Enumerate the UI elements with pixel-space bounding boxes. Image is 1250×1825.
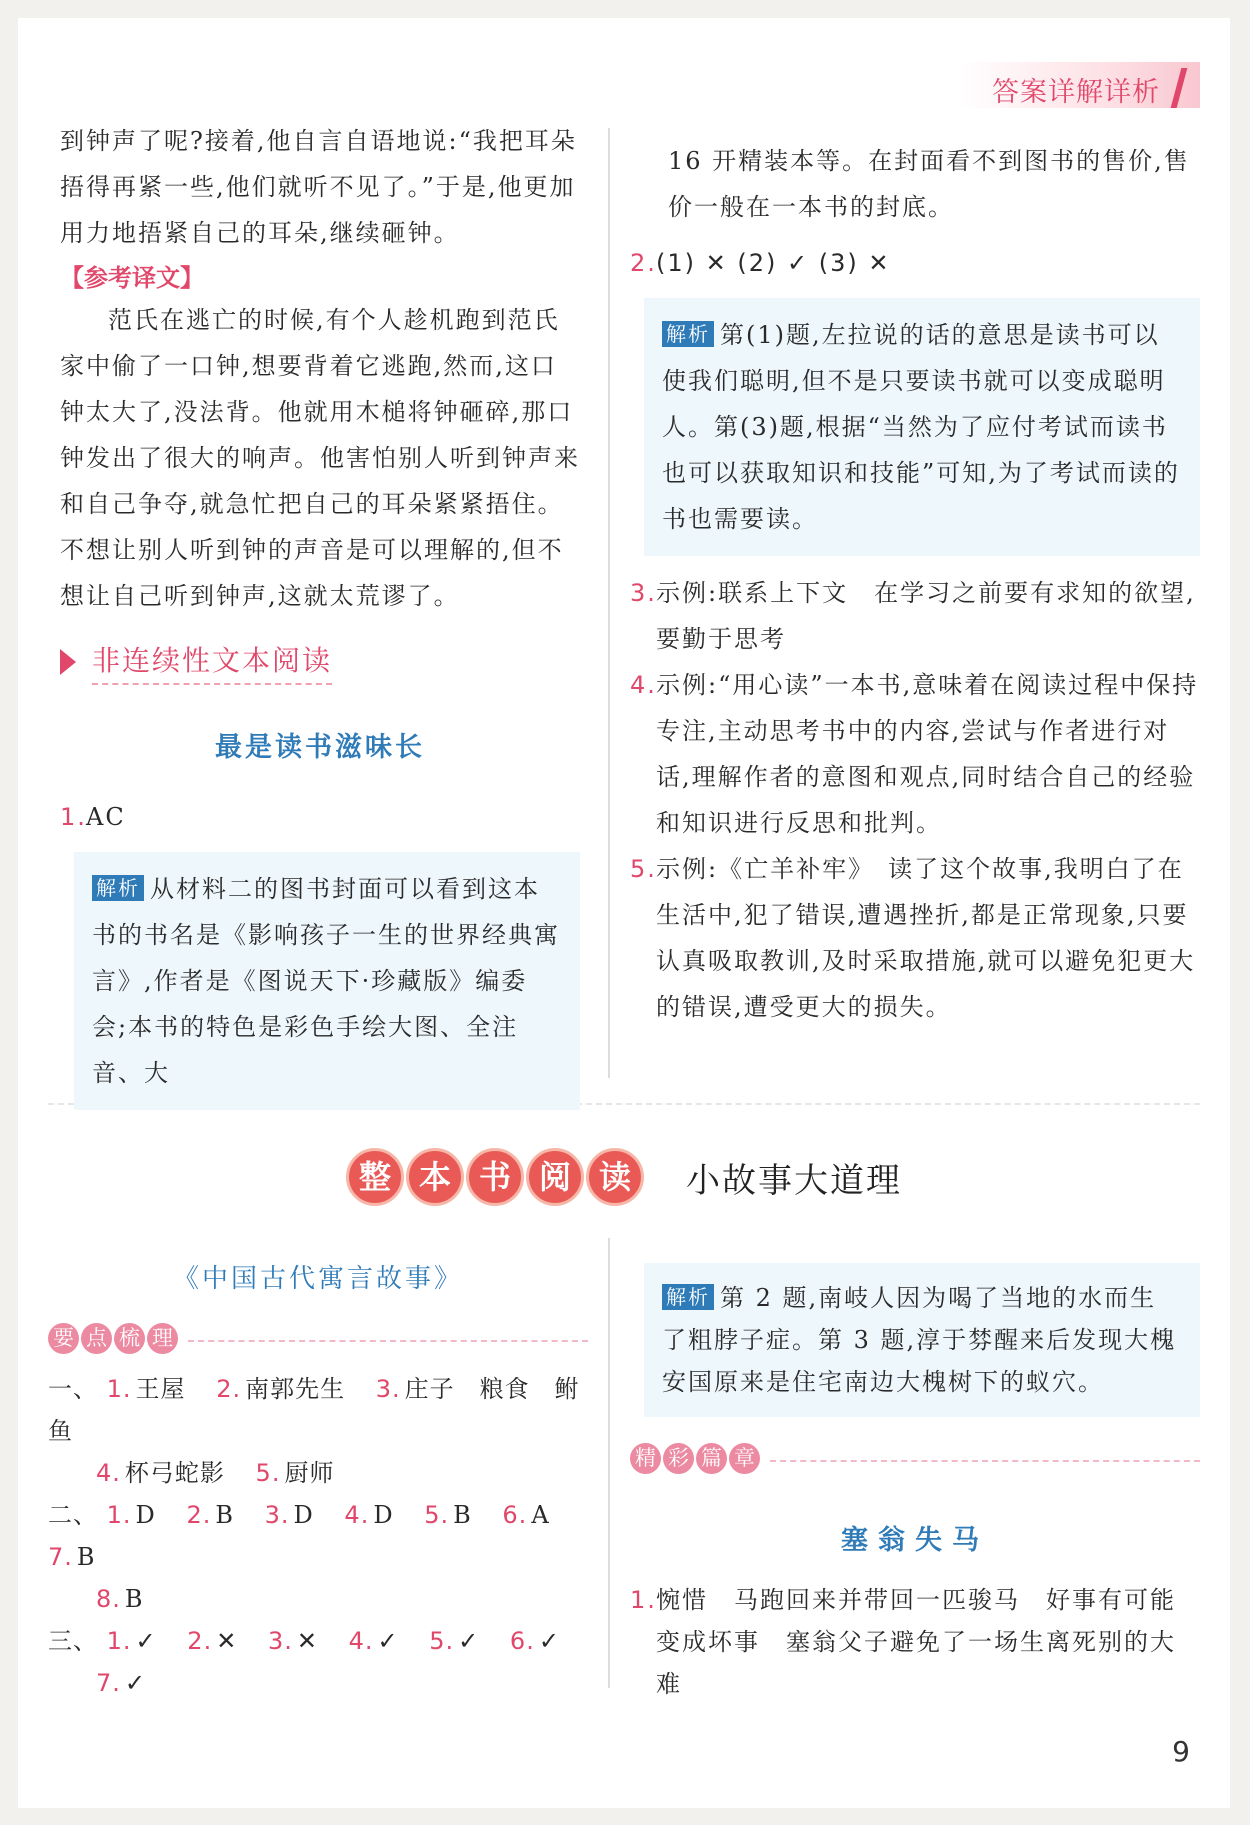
item-answer: ✓ (538, 1627, 560, 1655)
banner-char: 阅 (526, 1148, 584, 1206)
analysis-label: 解析 (662, 1284, 714, 1310)
answer-page (18, 18, 1230, 1808)
answer-number: 1. (630, 1586, 657, 1614)
answer-text: 示例:“用心读”一本书,意味着在阅读过程中保持专注,主动思考书中的内容,尝试与作者进行对话,理解作者的意图和观点,同时结合自己的经验和知识进行反思和批判。 (656, 671, 1199, 837)
item-number: 6. (509, 1627, 535, 1655)
item-answer: B (124, 1585, 144, 1613)
item-answer: D (373, 1501, 394, 1529)
analysis-box (644, 1263, 1200, 1417)
item-number: 1. (106, 1375, 132, 1403)
banner-subtitle: 小故事大道理 (686, 1160, 902, 1201)
pill-char: 要 (48, 1323, 79, 1354)
item-number: 2. (187, 1627, 213, 1655)
item-number: 7. (96, 1669, 121, 1697)
answer-text: AC (86, 803, 126, 831)
analysis-text: 从材料二的图书封面可以看到这本书的书名是《影响孩子一生的世界经典寓言》,作者是《图说天下·珍藏版》编委会;本书的特色是彩色手绘大图、全注音、大 (92, 875, 560, 1087)
item-answer: D (293, 1501, 314, 1529)
pill-char: 梳 (114, 1323, 145, 1354)
item-number: 5. (424, 1501, 450, 1529)
part-three-row-1 (48, 1620, 588, 1662)
item-answer: 杯弓蛇影 (124, 1459, 225, 1487)
story-title: 塞翁失马 (841, 1525, 989, 1556)
item-answer: ✓ (135, 1627, 157, 1655)
answer-text: 示例:联系上下文 在学习之前要有求知的欲望,要勤于思考 (656, 579, 1196, 653)
right-top-column (630, 138, 1200, 1030)
dashed-line (188, 1340, 588, 1342)
item-number: 3. (264, 1501, 290, 1529)
item-answer: B (453, 1501, 472, 1529)
reference-text: 范氏在逃亡的时候,有个人趁机跑到范氏家中偷了一口钟,想要背着它逃跑,然而,这口钟太大了,没法背。他就用木槌将钟砸碎,那口钟发出了很大的响声。他害怕别人听到钟声来和自己争夺,就急忙把自己的耳朵紧紧捂住。不想让别人听到钟的声音是可以理解的,但不想让自己听到钟声,这就太荒谬了。 (60, 306, 580, 610)
dashed-line (770, 1460, 1200, 1462)
item-number: 4. (96, 1459, 121, 1487)
part-label: 三、 (48, 1627, 98, 1655)
item-answer: ✕ (216, 1627, 238, 1655)
part-two-row-2 (48, 1578, 588, 1620)
item-number: 4. (348, 1627, 374, 1655)
part-two-row-1 (48, 1494, 588, 1578)
item-answer: ✓ (458, 1627, 480, 1655)
answer-text: (1) ✕ (2) ✓ (3) ✕ (656, 249, 891, 277)
item-answer: ✕ (296, 1627, 318, 1655)
answer-number: 4. (630, 671, 657, 699)
item-answer: A (531, 1501, 550, 1529)
item-answer: 南郭先生 (245, 1375, 346, 1403)
item-answer: 厨师 (284, 1459, 335, 1487)
part-label: 一、 (48, 1375, 98, 1403)
left-top-column (60, 118, 580, 1124)
item-answer: ✓ (124, 1669, 147, 1697)
continued-note: 16 开精装本等。在封面看不到图书的售价,售价一般在一本书的封底。 (668, 147, 1190, 221)
item-number: 1. (106, 1627, 132, 1655)
answer-number: 5. (630, 855, 657, 883)
pill-char: 点 (81, 1323, 112, 1354)
book-title: 《中国古代寓言故事》 (172, 1264, 463, 1294)
continued-text: 到钟声了呢?接着,他自言自语地说:“我把耳朵捂得再紧一些,他们就听不见了。”于是,他更加用力地捂紧自己的耳朵,继续砸钟。 (60, 127, 577, 247)
highlights-heading (630, 1443, 1200, 1488)
pill-char: 章 (729, 1443, 760, 1474)
header-title: 答案详解详析 (992, 77, 1160, 108)
column-divider-top (608, 128, 610, 1078)
answer-text: 示例:《亡羊补牢》 读了这个故事,我明白了在生活中,犯了错误,遭遇挫折,都是正常现象,只要认真吸取教训,及时采取措施,就可以避免犯更大的错误,遭受更大的损失。 (656, 855, 1196, 1021)
analysis-label: 解析 (662, 321, 714, 347)
analysis-text: 第(1)题,左拉说的话的意思是读书可以使我们聪明,但不是只要读书就可以变成聪明人。第(3)题,根据“当然为了应付考试而读书也可以获取知识和技能”可知,为了考试而读的书也需要读。 (662, 321, 1180, 533)
section-heading (60, 639, 580, 685)
item-number: 4. (344, 1501, 370, 1529)
column-divider-bottom (608, 1238, 610, 1688)
answer-item-3 (630, 570, 1200, 662)
item-answer: D (135, 1501, 156, 1529)
item-number: 3. (375, 1375, 401, 1403)
left-bottom-column (48, 1258, 588, 1704)
item-number: 6. (502, 1501, 528, 1529)
page-number: 9 (1172, 1735, 1190, 1768)
item-answer: B (215, 1501, 234, 1529)
pill-char: 理 (147, 1323, 178, 1354)
item-number: 2. (216, 1375, 242, 1403)
whole-book-reading-banner (18, 1148, 1230, 1206)
answer-item-1 (60, 794, 580, 840)
item-number: 1. (106, 1501, 132, 1529)
analysis-text: 第 2 题,南岐人因为喝了当地的水而生了粗脖子症。第 3 题,淳于棼醒来后发现大槐安国原来是住宅南边大槐树下的蚁穴。 (662, 1284, 1177, 1396)
part-one-row-1 (48, 1368, 588, 1452)
item-number: 5. (429, 1627, 455, 1655)
item-answer: ✓ (377, 1627, 399, 1655)
analysis-label: 解析 (92, 875, 144, 901)
item-answer: B (76, 1543, 96, 1571)
answer-item-5 (630, 846, 1200, 1030)
answer-text: 惋惜 马跑回来并带回一匹骏马 好事有可能变成坏事 塞翁父子避免了一场生离死别的大难 (656, 1586, 1176, 1698)
analysis-box (74, 852, 580, 1110)
banner-char: 书 (466, 1148, 524, 1206)
part-label: 二、 (48, 1501, 98, 1529)
banner-char: 本 (406, 1148, 464, 1206)
answer-item-2 (630, 240, 1200, 286)
section-title: 非连续性文本阅读 (92, 639, 332, 685)
part-one-row-2 (48, 1452, 588, 1494)
item-number: 3. (267, 1627, 293, 1655)
item-number: 2. (186, 1501, 212, 1529)
pill-char: 彩 (663, 1443, 694, 1474)
part-three-row-2 (48, 1662, 588, 1704)
answer-number: 3. (630, 579, 657, 607)
article-title: 最是读书滋味长 (215, 732, 425, 763)
answer-item-4 (630, 662, 1200, 846)
pill-char: 精 (630, 1443, 661, 1474)
item-answer: 王屋 (135, 1375, 186, 1403)
item-number: 5. (255, 1459, 281, 1487)
item-number: 7. (48, 1543, 73, 1571)
right-bottom-column (630, 1263, 1200, 1705)
banner-char: 整 (346, 1148, 404, 1206)
answer-number: 1. (60, 803, 87, 831)
key-points-heading (48, 1323, 588, 1368)
reference-title: 【参考译文】 (60, 264, 204, 292)
banner-char: 读 (586, 1148, 644, 1206)
answer-item-1 (630, 1579, 1200, 1705)
item-answer: 庄子 粮食 鲋鱼 (48, 1375, 580, 1445)
answer-number: 2. (630, 249, 657, 277)
triangle-arrow-icon (60, 649, 76, 675)
analysis-box (644, 298, 1200, 556)
item-number: 8. (96, 1585, 121, 1613)
pill-char: 篇 (696, 1443, 727, 1474)
